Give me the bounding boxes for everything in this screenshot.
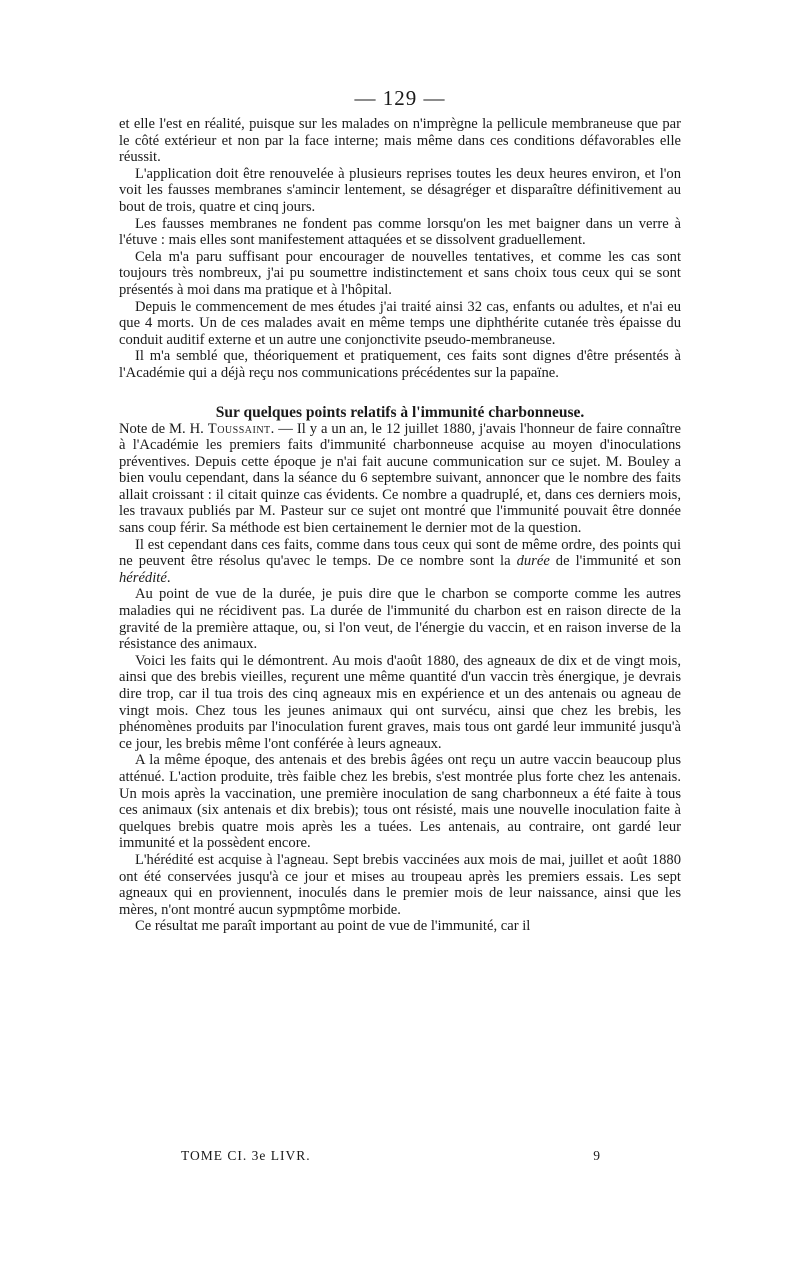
paragraph: Il m'a semblé que, théoriquement et pratiquement, ces faits sont dignes d'être présentés à l'Académie qui a déjà reçu nos communications précédentes sur la papaïne. [119,348,681,381]
author-note [119,421,681,537]
text-run: de l'immunité et son [549,553,682,570]
italic-term: hérédité [119,569,167,586]
signature-number: 9 [593,1148,601,1163]
author-name: Toussaint [207,420,271,437]
volume-signature: TOME CI. 3e LIVR. [181,1148,311,1163]
paragraph: A la même époque, des antenais et des brebis âgées ont reçu un autre vaccin beaucoup plus atténué. L'action produite, très faible chez les brebis, s'est montrée plus forte chez les antenais. Un mois après la vaccination, une première inoculation de sang charbonneux a été faite à tous ces animaux (six antenais et dix brebis); tous ont résisté, mais une nouvelle inoculation faite à quelques brebis quatre mois après les a tuées. Les antenais, au contraire, ont gardé leur immunité et la possèdent encore. [119,752,681,852]
italic-term: durée [516,553,550,570]
text-run: . [166,569,171,586]
note-text: . — Il y a un an, le 12 juillet 1880, j'avais l'honneur de faire connaître à l'Académie les premiers faits d'immunité charbonneuse acquise au moyen d'inoculations préventives. Depuis cette époque je n'ai fait aucune communication sur ce sujet. M. Bouley a bien voulu cependant, dans la séance du 6 septembre suivant, annoncer que le nombre des faits allait croissant : il citait quinze cas évidents. Ce nombre a quadruplé, et, dans ces derniers mois, les travaux publiés par M. Pasteur sur ce sujet ont montré que l'immunité pouvait être donnée sans coup férir. Sa méthode est bien certainement le dernier mot de la question. [119,420,681,537]
note-prefix: Note de M. H. [119,420,208,437]
paragraph [119,537,681,587]
paragraph: Au point de vue de la durée, je puis dire que le charbon se comporte comme les autres maladies qui ne récidivent pas. La durée de l'immunité du charbon est en raison directe de la gravité de la première attaque, ou, si l'on veut, de l'énergie du vaccin, et en raison inverse de la résistance des animaux. [119,586,681,653]
text-run: Il est cependant dans ces faits, comme dans tous ceux qui sont de même ordre, des points qui ne peuvent être résolus qu'avec le temps. De ce nombre sont la [119,536,681,570]
paragraph: L'application doit être renouvelée à plusieurs reprises toutes les deux heures environ, et l'on voit les fausses membranes s'amincir lentement, se désagréger et disparaître définitivement au bout de trois, quatre et cinq jours. [119,165,681,215]
page-number: — 129 — [354,86,446,110]
paragraph: et elle l'est en réalité, puisque sur les malades on n'imprègne la pellicule membraneuse que par le côté extérieur et non par la face interne; mais même dans ces conditions défavorables elle réussit. [119,116,681,166]
paragraph: Ce résultat me paraît important au point de vue de l'immunité, car il [135,918,531,935]
paragraph: L'hérédité est acquise à l'agneau. Sept brebis vaccinées aux mois de mai, juillet et août 1880 ont été conservées jusqu'à ce jour et mises au troupeau après les premiers essais. Les sept agneaux qui en proviennent, inoculés dans le premier mois de leur naissance, ainsi que les mères, n'ont montré aucun sypmptôme morbide. [119,851,681,918]
paragraph: Voici les faits qui le démontrent. Au mois d'août 1880, des agneaux de dix et de vingt mois, ainsi que des brebis vieilles, reçurent une même quantité d'un vaccin très énergique, je devrais dire trop, car il tua trois des cinq agneaux mis en expérience et un des antenais ou agneau de vingt mois. Chez tous les jeunes animaux qui ont survécu, ainsi que chez les brebis, les phénomènes produits par l'inoculation furent graves, mais tous ont gardé leur immunité jusqu'à ce jour, les brebis même l'ont conférée à leurs agneaux. [119,652,681,752]
page-body [119,116,681,935]
paragraph: Cela m'a paru suffisant pour encourager de nouvelles tentatives, et comme les cas sont toujours très nombreux, j'ai pu soumettre indistinctement et sans choix tous ceux qui se sont présentés à moi dans ma pratique et à l'hôpital. [119,248,681,298]
paragraph: Les fausses membranes ne fondent pas comme lorsqu'on les met baigner dans un verre à l'étuve : mais elles sont manifestement attaquées et se dissolvent graduellement. [119,215,681,249]
section-title: Sur quelques points relatifs à l'immunité charbonneuse. [215,403,585,421]
page-footer [181,1148,601,1164]
paragraph: Depuis le commencement de mes études j'ai traité ainsi 32 cas, enfants ou adultes, et n'ai eu que 4 morts. Un de ces malades avait en même temps une diphthérite cutanée très épaisse du conduit auditif externe et un autre une conjonctivite pseudo-membraneuse. [119,298,681,348]
